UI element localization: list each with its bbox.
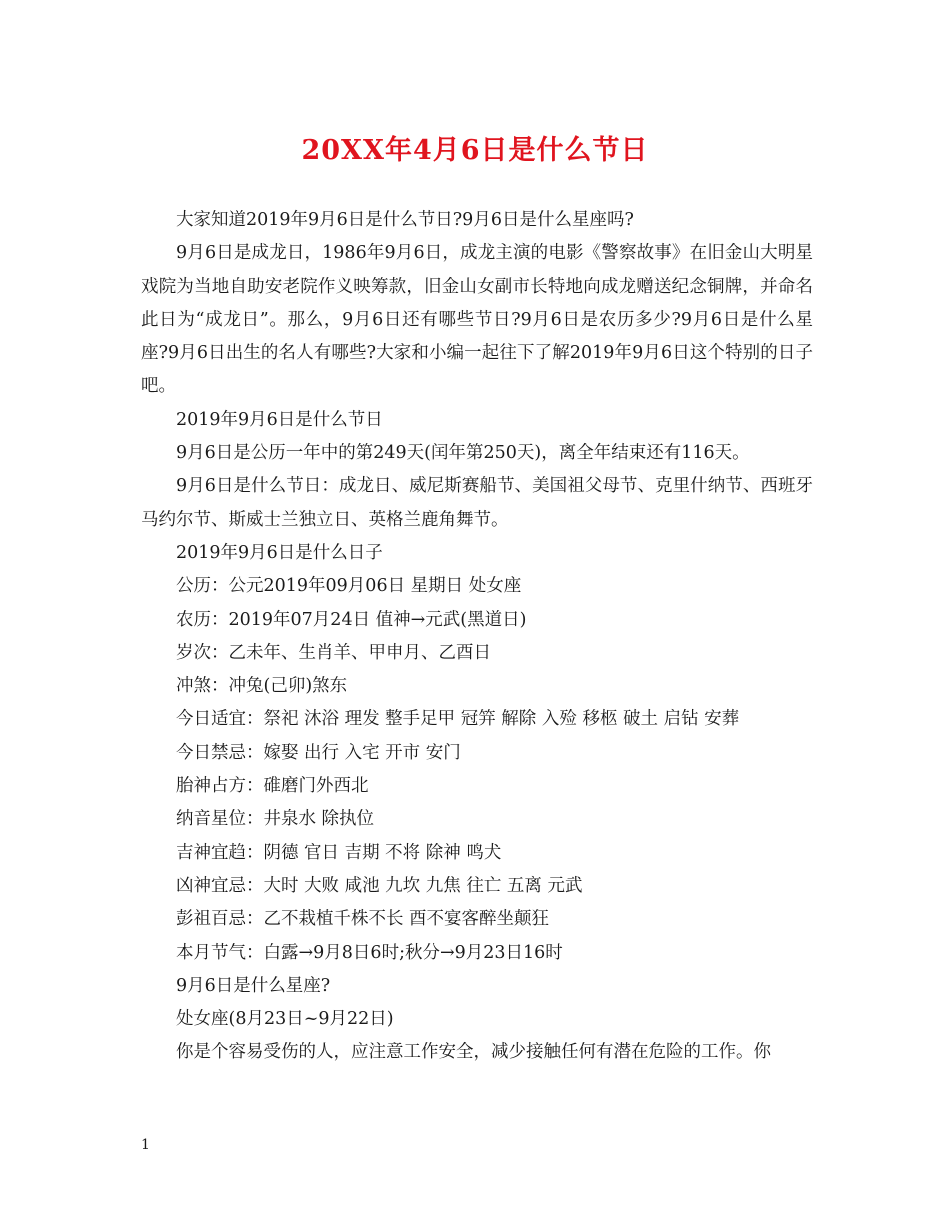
line-unlucky-gods: 凶神宜忌：大时 大败 咸池 九坎 九焦 往亡 五离 元武 xyxy=(176,875,583,896)
section-heading-zodiac: 9月6日是什么星座? xyxy=(176,975,331,996)
line-peng-zu: 彭祖百忌：乙不栽植千株不长 酉不宴客醉坐颠狂 xyxy=(176,909,550,930)
line-gregorian-date: 公历：公元2019年09月06日 星期日 处女座 xyxy=(176,576,522,597)
page-number: 1 xyxy=(141,1137,150,1153)
line-taboo-activities: 今日禁忌：嫁娶 出行 入宅 开市 安门 xyxy=(176,742,461,763)
paragraph-day-of-year: 9月6日是公历一年中的第249天(闰年第250天)，离全年结束还有116天。 xyxy=(176,443,750,464)
line-sui-ci: 岁次：乙未年、生肖羊、甲申月、乙酉日 xyxy=(176,642,491,663)
section-heading-festivals: 2019年9月6日是什么节日 xyxy=(176,409,383,430)
line-zodiac-range: 处女座(8月23日~9月22日) xyxy=(176,1009,394,1030)
line-lucky-gods: 吉神宜趋：阴德 官日 吉期 不将 除神 鸣犬 xyxy=(176,842,502,863)
page-title: 20XX年4月6日是什么节日 xyxy=(301,135,649,166)
paragraph-zodiac-description: 你是个容易受伤的人，应注意工作安全，减少接触任何有潜在危险的工作。你 xyxy=(176,1042,771,1063)
line-solar-terms: 本月节气：白露→9月8日6时;秋分→9月23日16时 xyxy=(176,942,563,963)
paragraph-intro: 大家知道2019年9月6日是什么节日?9月6日是什么星座吗? xyxy=(176,210,634,230)
line-na-yin: 纳音星位：井泉水 除执位 xyxy=(176,809,375,830)
line-auspicious-activities: 今日适宜：祭祀 沐浴 理发 整手足甲 冠笄 解除 入殓 移柩 破土 启钻 安葬 xyxy=(176,709,740,730)
section-heading-day-info: 2019年9月6日是什么日子 xyxy=(176,542,383,563)
line-chong-sha: 冲煞：冲兔(己卯)煞东 xyxy=(176,676,348,697)
document-body xyxy=(141,204,813,1070)
paragraph-festival-list: 9月6日是什么节日：成龙日、威尼斯赛船节、美国祖父母节、克里什纳节、西班牙马约尔节、斯威士兰独立日、英格兰鹿角舞节。 xyxy=(141,476,813,530)
paragraph-jackie-chan-day: 9月6日是成龙日，1986年9月6日，成龙主演的电影《警察故事》在旧金山大明星戏院为当地自助安老院作义映筹款，旧金山女副市长特地向成龙赠送纪念铜牌，并命名此日为“成龙日”。那么，9月6日还有哪些节日?9月6日是农历多少?9月6日是什么星座?9月6日出生的名人有哪些?大家和小编一起往下了解2019年9月6日这个特别的日子吧。 xyxy=(141,243,813,397)
line-tai-shen: 胎神占方：碓磨门外西北 xyxy=(176,776,369,797)
line-lunar-date: 农历：2019年07月24日 值神→元武(黑道日) xyxy=(176,609,527,630)
